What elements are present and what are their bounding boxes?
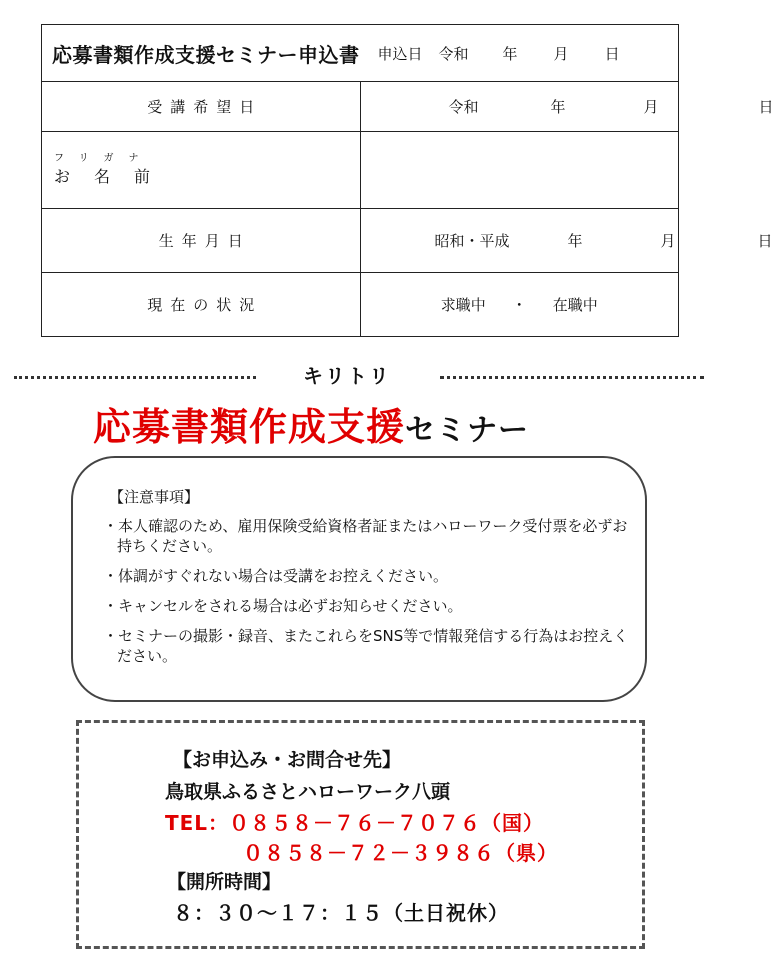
seminar-title bbox=[93, 396, 529, 451]
birth-date-row bbox=[42, 209, 679, 273]
office-hours-heading: 【開所時間】 bbox=[167, 871, 282, 893]
name-row bbox=[42, 132, 679, 209]
contact-heading: 【お申込み・お問合せ先】 bbox=[173, 749, 402, 771]
desired-date-era: 令和 bbox=[448, 98, 479, 116]
status-field[interactable] bbox=[360, 273, 679, 337]
contact-phone-prefecture[interactable]: ０８５８－７２－３９８６（県） bbox=[243, 841, 558, 865]
desired-date-month: 月 bbox=[643, 98, 659, 116]
status-option-job-seeking[interactable]: 求職中 bbox=[440, 296, 486, 314]
name-label-cell bbox=[42, 132, 361, 209]
note-item: ・セミナーの撮影・録音、またこれらをSNS等で情報発信する行為はお控えください。 bbox=[103, 627, 629, 665]
cut-line-label: キリトリ bbox=[303, 364, 391, 388]
contact-phone-national[interactable]: TEL：０８５８－７６－７０７６（国） bbox=[165, 811, 545, 835]
desired-date-day: 日 bbox=[758, 98, 774, 116]
status-option-employed[interactable]: 在職中 bbox=[552, 296, 598, 314]
application-date-day: 日 bbox=[604, 44, 620, 63]
status-separator: ・ bbox=[511, 296, 527, 314]
form-header-cell bbox=[42, 25, 679, 82]
birth-date-field[interactable] bbox=[360, 209, 773, 273]
desired-date-field[interactable] bbox=[360, 82, 774, 132]
cut-line-right bbox=[440, 376, 704, 379]
application-date-era: 令和 bbox=[438, 44, 469, 63]
office-hours: ８：３０～１７：１５（土日祝休） bbox=[173, 901, 509, 925]
birth-date-year: 年 bbox=[567, 232, 583, 250]
note-item: ・本人確認のため、雇用保険受給資格者証またはハローワーク受付票を必ずお持ちください。 bbox=[103, 517, 628, 555]
note-item: ・体調がすぐれない場合は受講をお控えください。 bbox=[103, 567, 449, 585]
birth-date-label: 生年月日 bbox=[42, 209, 361, 273]
furigana-label: フリガナ bbox=[54, 153, 154, 164]
notes-list bbox=[103, 516, 633, 676]
application-form-table bbox=[41, 24, 774, 337]
contact-box bbox=[76, 720, 645, 949]
notes-heading: 【注意事項】 bbox=[109, 488, 200, 506]
desired-date-row bbox=[42, 82, 679, 132]
cut-line-left bbox=[14, 376, 256, 379]
application-date-month: 月 bbox=[553, 44, 569, 63]
name-label: お名前 bbox=[54, 167, 175, 186]
form-title: 応募書類作成支援セミナー申込書 bbox=[52, 42, 360, 67]
status-label: 現在の状況 bbox=[42, 273, 361, 337]
seminar-title-black: セミナー bbox=[405, 413, 530, 448]
application-date-label: 申込日 bbox=[377, 44, 423, 63]
note-item: ・キャンセルをされる場合は必ずお知らせください。 bbox=[103, 597, 463, 615]
birth-date-month: 月 bbox=[660, 232, 676, 250]
notes-box bbox=[71, 456, 647, 702]
application-date-year: 年 bbox=[502, 44, 518, 63]
birth-date-day: 日 bbox=[757, 232, 773, 250]
status-row bbox=[42, 273, 679, 337]
desired-date-year: 年 bbox=[550, 98, 566, 116]
birth-date-era: 昭和・平成 bbox=[434, 232, 510, 250]
seminar-title-red: 応募書類作成支援 bbox=[93, 405, 406, 449]
desired-date-label: 受講希望日 bbox=[42, 82, 361, 132]
contact-organization: 鳥取県ふるさとハローワーク八頭 bbox=[165, 781, 451, 803]
name-field[interactable] bbox=[360, 132, 679, 209]
